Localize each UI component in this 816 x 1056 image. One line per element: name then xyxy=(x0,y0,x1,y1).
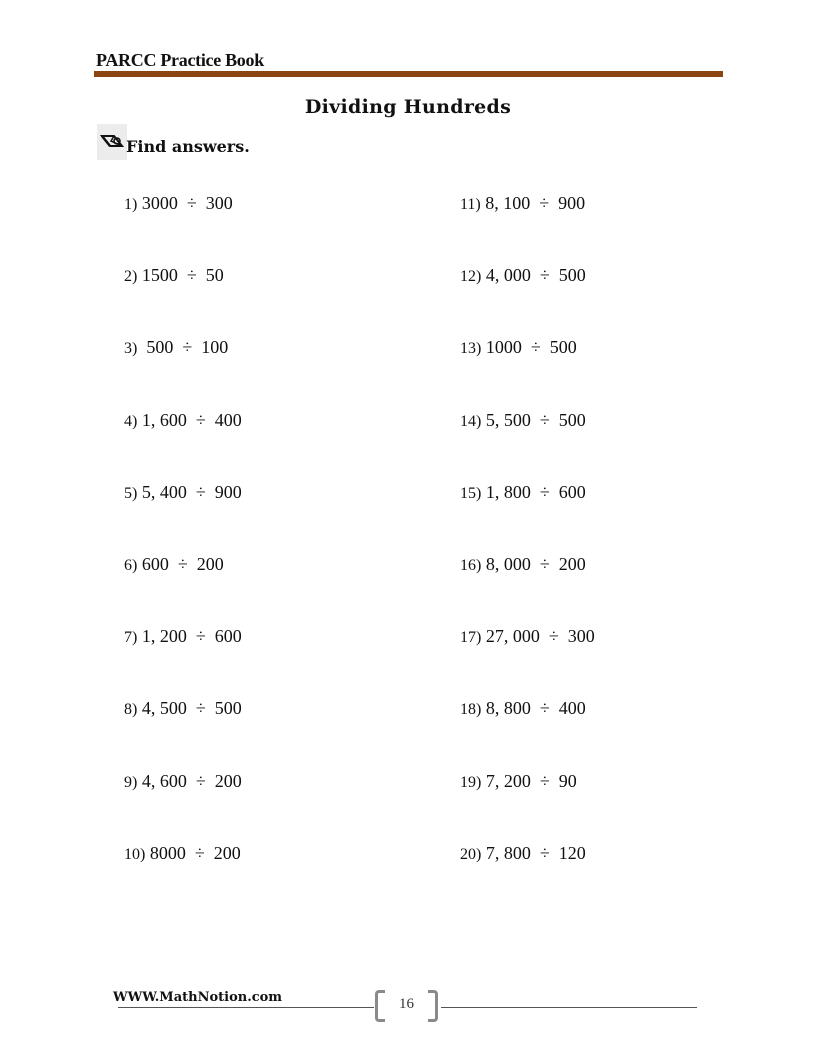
problem-item xyxy=(460,264,586,288)
problem-number: 20) xyxy=(460,846,482,863)
problem-item xyxy=(460,770,577,794)
problem-item xyxy=(124,336,228,360)
problem-item xyxy=(460,625,595,649)
footer-rule-right xyxy=(441,1007,697,1008)
problem-number: 11) xyxy=(460,196,481,213)
problem-expression: 8000 ÷ 200 xyxy=(149,843,241,863)
problem-item xyxy=(124,264,224,288)
problem-number: 3) xyxy=(124,340,138,357)
problem-expression: 8, 800 ÷ 400 xyxy=(485,698,586,718)
problem-item xyxy=(124,625,242,649)
problem-expression: 1500 ÷ 50 xyxy=(141,265,224,285)
problem-number: 5) xyxy=(124,485,138,502)
problem-expression: 8, 100 ÷ 900 xyxy=(485,193,586,213)
problem-number: 15) xyxy=(460,485,482,502)
problem-number: 4) xyxy=(124,413,138,430)
problem-item xyxy=(460,409,586,433)
problem-expression: 7, 800 ÷ 120 xyxy=(485,843,586,863)
problem-item xyxy=(460,842,586,866)
problem-number: 16) xyxy=(460,557,482,574)
problem-number: 17) xyxy=(460,629,482,646)
problem-item xyxy=(124,770,242,794)
page-number: 16 xyxy=(399,996,414,1012)
instruction-text: Find answers. xyxy=(126,137,250,156)
problem-expression: 1, 800 ÷ 600 xyxy=(485,482,586,502)
footer-rule-left xyxy=(118,1007,374,1008)
problem-expression: 7, 200 ÷ 90 xyxy=(485,771,577,791)
problem-item xyxy=(460,697,586,721)
problem-item xyxy=(124,842,241,866)
problem-expression: 1000 ÷ 500 xyxy=(485,337,577,357)
problem-expression: 500 ÷ 100 xyxy=(141,337,229,357)
problem-number: 2) xyxy=(124,268,138,285)
problem-item xyxy=(124,481,242,505)
problem-expression: 4, 500 ÷ 500 xyxy=(141,698,242,718)
page-title: Dividing Hundreds xyxy=(304,96,512,118)
problem-expression: 600 ÷ 200 xyxy=(141,554,224,574)
problem-item xyxy=(124,192,233,216)
problem-number: 7) xyxy=(124,629,138,646)
problem-number: 12) xyxy=(460,268,482,285)
problem-item xyxy=(460,553,586,577)
problem-number: 1) xyxy=(124,196,138,213)
problem-item xyxy=(460,192,585,216)
footer-website: WWW.MathNotion.com xyxy=(113,990,283,1005)
problem-item xyxy=(124,553,224,577)
book-title: PARCC Practice Book xyxy=(96,50,264,70)
page-bracket-left xyxy=(375,990,385,1022)
problem-number: 18) xyxy=(460,701,482,718)
problem-item xyxy=(460,481,586,505)
pencil-icon xyxy=(97,124,127,160)
problem-expression: 1, 600 ÷ 400 xyxy=(141,410,242,430)
header-rule xyxy=(94,71,723,77)
problem-number: 14) xyxy=(460,413,482,430)
problem-number: 10) xyxy=(124,846,146,863)
page-bracket-right xyxy=(428,990,438,1022)
problem-expression: 3000 ÷ 300 xyxy=(141,193,233,213)
problem-expression: 4, 600 ÷ 200 xyxy=(141,771,242,791)
problem-item xyxy=(124,409,242,433)
problem-expression: 8, 000 ÷ 200 xyxy=(485,554,586,574)
problem-expression: 27, 000 ÷ 300 xyxy=(485,626,595,646)
problem-number: 19) xyxy=(460,774,482,791)
problem-item xyxy=(460,336,577,360)
problem-number: 8) xyxy=(124,701,138,718)
problem-number: 9) xyxy=(124,774,138,791)
problem-item xyxy=(124,697,242,721)
problem-expression: 1, 200 ÷ 600 xyxy=(141,626,242,646)
problem-expression: 5, 400 ÷ 900 xyxy=(141,482,242,502)
problem-number: 13) xyxy=(460,340,482,357)
problem-number: 6) xyxy=(124,557,138,574)
problem-expression: 4, 000 ÷ 500 xyxy=(485,265,586,285)
problem-expression: 5, 500 ÷ 500 xyxy=(485,410,586,430)
